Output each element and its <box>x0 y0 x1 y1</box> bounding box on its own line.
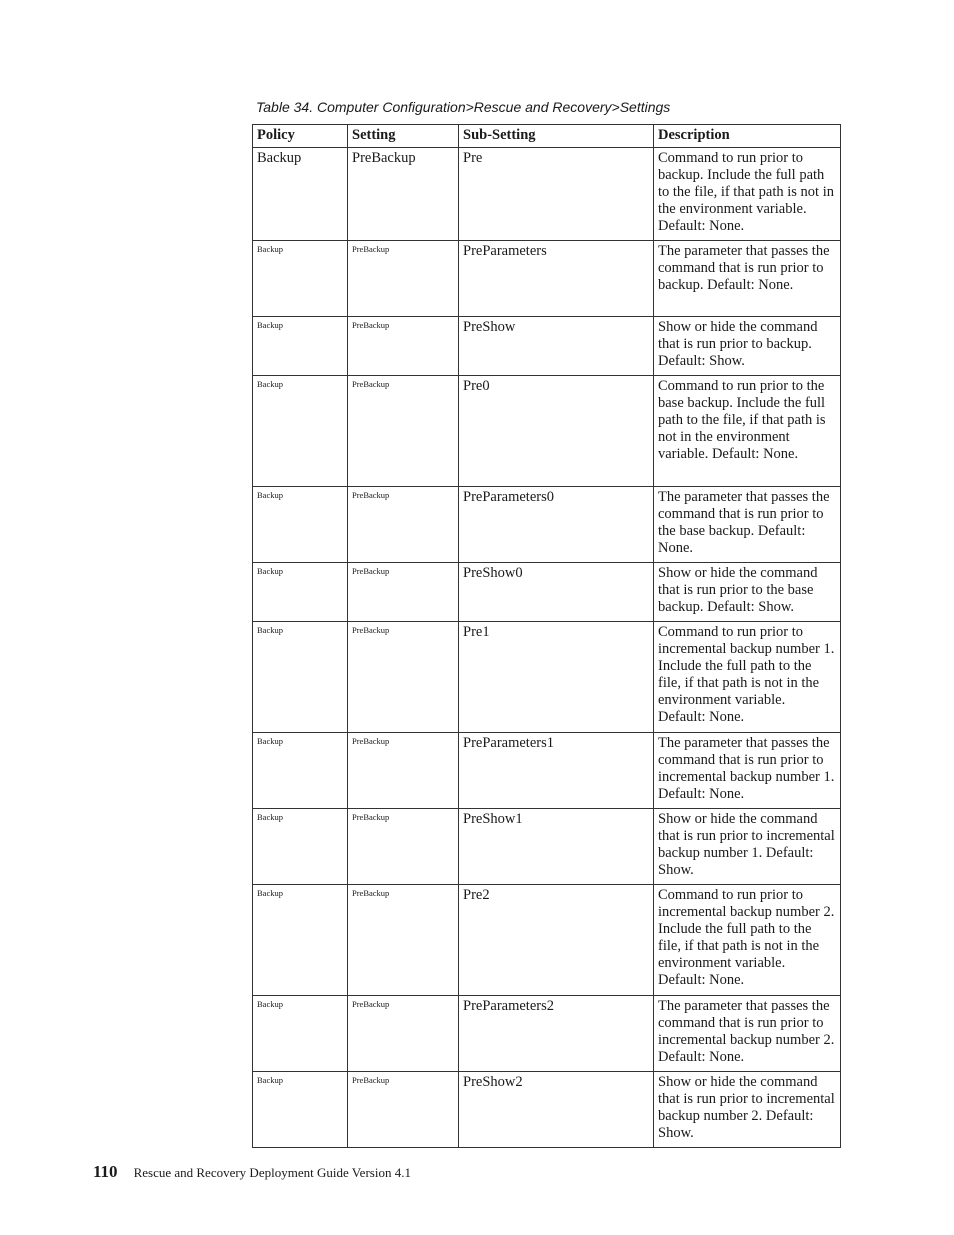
cell-policy: Backup <box>253 996 348 1072</box>
table-row <box>253 487 841 563</box>
cell-policy: Backup <box>253 733 348 809</box>
cell-sub-setting: PreShow0 <box>459 563 654 622</box>
table-row <box>253 885 841 996</box>
table-row <box>253 996 841 1072</box>
column-header-description: Description <box>654 125 841 148</box>
cell-policy: Backup <box>253 809 348 885</box>
cell-setting: PreBackup <box>348 563 459 622</box>
cell-description: The parameter that passes the command that is run prior to incremental backup number 1. Default: None. <box>654 733 841 809</box>
cell-setting: PreBackup <box>348 376 459 487</box>
column-header-policy: Policy <box>253 125 348 148</box>
cell-sub-setting: PreParameters1 <box>459 733 654 809</box>
table-row <box>253 376 841 487</box>
table-row <box>253 1072 841 1148</box>
cell-description: Show or hide the command that is run prior to incremental backup number 1. Default: Show. <box>654 809 841 885</box>
table-row <box>253 563 841 622</box>
cell-setting: PreBackup <box>348 1072 459 1148</box>
cell-description: The parameter that passes the command that is run prior to backup. Default: None. <box>654 241 841 317</box>
cell-setting: PreBackup <box>348 317 459 376</box>
cell-policy: Backup <box>253 885 348 996</box>
cell-sub-setting: PreShow2 <box>459 1072 654 1148</box>
cell-setting: PreBackup <box>348 809 459 885</box>
column-header-setting: Setting <box>348 125 459 148</box>
table-row <box>253 733 841 809</box>
cell-sub-setting: Pre0 <box>459 376 654 487</box>
table-header-row <box>253 125 841 148</box>
column-header-sub-setting: Sub-Setting <box>459 125 654 148</box>
page-footer <box>93 1162 411 1182</box>
cell-sub-setting: Pre2 <box>459 885 654 996</box>
cell-description: Show or hide the command that is run prior to incremental backup number 2. Default: Show. <box>654 1072 841 1148</box>
cell-setting: PreBackup <box>348 622 459 733</box>
cell-description: Command to run prior to incremental backup number 1. Include the full path to the file, if that path is not in the environment variable. Default: None. <box>654 622 841 733</box>
cell-policy: Backup <box>253 376 348 487</box>
document-title: Rescue and Recovery Deployment Guide Version 4.1 <box>133 1165 411 1180</box>
cell-setting: PreBackup <box>348 733 459 809</box>
cell-policy: Backup <box>253 317 348 376</box>
cell-policy: Backup <box>253 1072 348 1148</box>
table-row <box>253 809 841 885</box>
cell-policy: Backup <box>253 622 348 733</box>
cell-setting: PreBackup <box>348 996 459 1072</box>
cell-sub-setting: PreShow1 <box>459 809 654 885</box>
table-caption: Table 34. Computer Configuration>Rescue and Recovery>Settings <box>256 99 671 115</box>
table-row <box>253 622 841 733</box>
cell-setting: PreBackup <box>348 148 459 241</box>
table-row <box>253 317 841 376</box>
cell-sub-setting: PreParameters <box>459 241 654 317</box>
cell-setting: PreBackup <box>348 241 459 317</box>
cell-policy: Backup <box>253 148 348 241</box>
cell-description: Command to run prior to backup. Include the full path to the file, if that path is not in the environment variable. Default: None. <box>654 148 841 241</box>
page-number: 110 <box>93 1162 118 1181</box>
cell-sub-setting: Pre1 <box>459 622 654 733</box>
settings-table <box>252 124 841 1148</box>
cell-policy: Backup <box>253 563 348 622</box>
cell-policy: Backup <box>253 487 348 563</box>
cell-description: Command to run prior to the base backup. Include the full path to the file, if that path is not in the environment variable. Default: None. <box>654 376 841 487</box>
cell-sub-setting: PreShow <box>459 317 654 376</box>
cell-sub-setting: Pre <box>459 148 654 241</box>
cell-setting: PreBackup <box>348 885 459 996</box>
cell-setting: PreBackup <box>348 487 459 563</box>
table-row <box>253 148 841 241</box>
cell-sub-setting: PreParameters0 <box>459 487 654 563</box>
cell-sub-setting: PreParameters2 <box>459 996 654 1072</box>
cell-description: Show or hide the command that is run prior to backup. Default: Show. <box>654 317 841 376</box>
table-row <box>253 241 841 317</box>
cell-policy: Backup <box>253 241 348 317</box>
cell-description: The parameter that passes the command that is run prior to incremental backup number 2. Default: None. <box>654 996 841 1072</box>
cell-description: Show or hide the command that is run prior to the base backup. Default: Show. <box>654 563 841 622</box>
cell-description: The parameter that passes the command that is run prior to the base backup. Default: None. <box>654 487 841 563</box>
cell-description: Command to run prior to incremental backup number 2. Include the full path to the file, if that path is not in the environment variable. Default: None. <box>654 885 841 996</box>
